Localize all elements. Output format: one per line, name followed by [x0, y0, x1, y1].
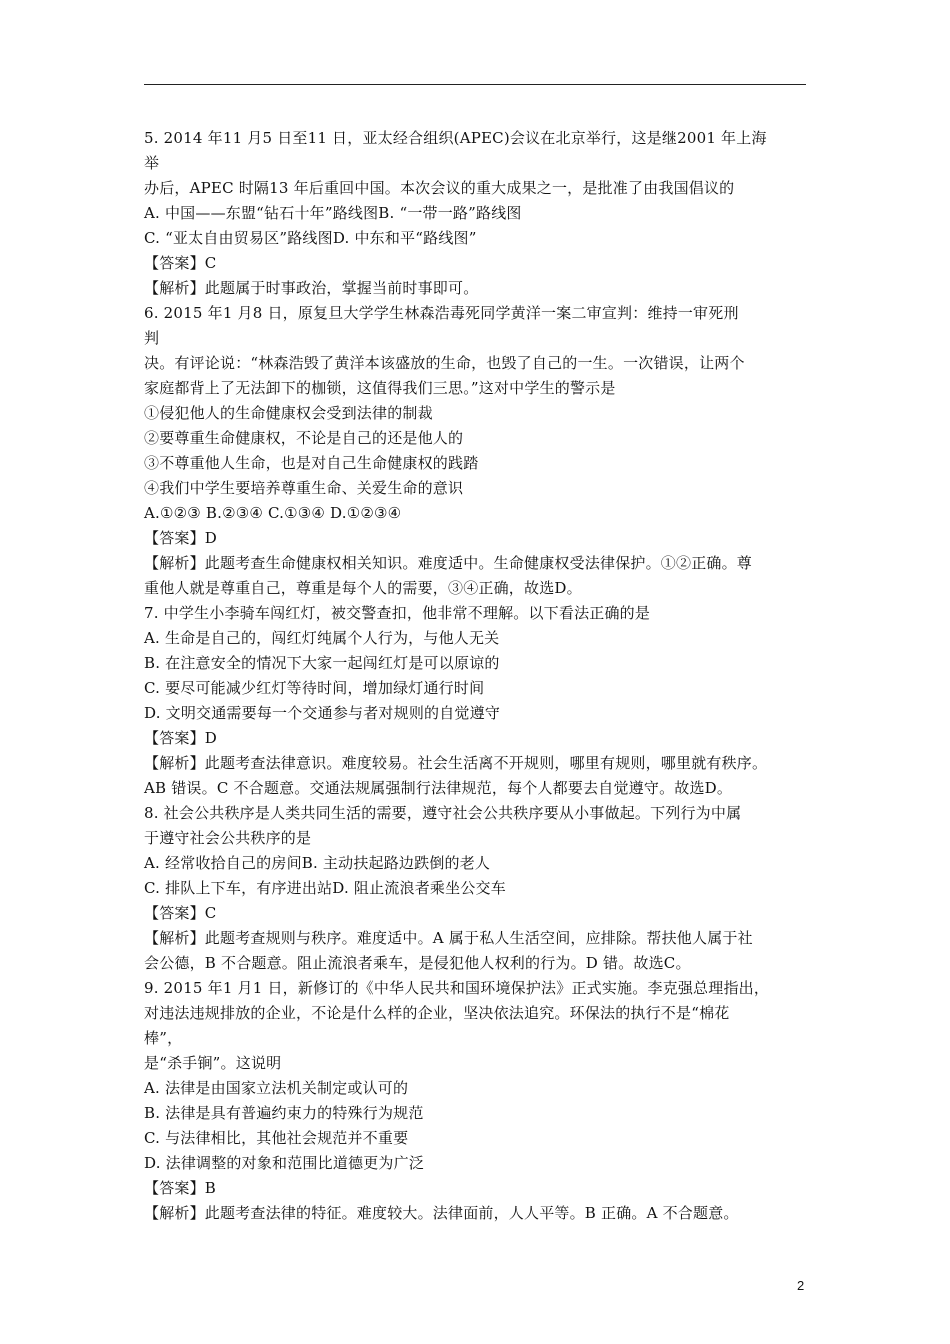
text-line: 举 [144, 154, 160, 172]
page-number: 2 [797, 1278, 805, 1293]
text-line: 判 [144, 329, 160, 347]
text-line: A.①②③ B.②③④ C.①③④ D.①②③④ [144, 504, 402, 522]
text-line: 【解析】此题考查法律意识。难度较易。社会生活离不开规则，哪里有规则，哪里就有秩序。 [144, 754, 768, 772]
text-line: C. 与法律相比，其他社会规范并不重要 [144, 1129, 409, 1147]
document-body [144, 126, 810, 1226]
text-line: 【解析】此题考查法律的特征。难度较大。法律面前，人人平等。B 正确。A 不合题意。 [144, 1204, 739, 1222]
text-line: C. “亚太自由贸易区”路线图D. 中东和平“路线图” [144, 229, 477, 247]
text-line: 对违法违规排放的企业，不论是什么样的企业，坚决依法追究。环保法的执行不是“棉花 [144, 1004, 730, 1022]
text-line: 【答案】D [144, 729, 218, 747]
text-line: B. 法律是具有普遍约束力的特殊行为规范 [144, 1104, 424, 1122]
text-line: AB 错误。C 不合题意。交通法规属强制行法律规范，每个人都要去自觉遵守。故选D。 [144, 779, 733, 797]
header-rule [144, 84, 806, 85]
text-line: ②要尊重生命健康权，不论是自己的还是他人的 [144, 429, 464, 447]
text-line: 棒”， [144, 1029, 183, 1047]
text-line: ①侵犯他人的生命健康权会受到法律的制裁 [144, 404, 433, 422]
text-line: 【解析】此题属于时事政治，掌握当前时事即可。 [144, 279, 479, 297]
text-line: 会公德，B 不合题意。阻止流浪者乘车，是侵犯他人权利的行为。D 错。故选C。 [144, 954, 691, 972]
text-line: 于遵守社会公共秩序的是 [144, 829, 312, 847]
text-line: 5. 2014 年11 月5 日至11 日，亚太经合组织(APEC)会议在北京举行，这是继2001 年上海 [144, 129, 767, 147]
text-line: ③不尊重他人生命，也是对自己生命健康权的践踏 [144, 454, 479, 472]
text-line: C. 排队上下车，有序进出站D. 阻止流浪者乘坐公交车 [144, 879, 506, 897]
text-line: B. 在注意安全的情况下大家一起闯红灯是可以原谅的 [144, 654, 500, 672]
text-line: 【解析】此题考查生命健康权相关知识。难度适中。生命健康权受法律保护。①②正确。尊 [144, 554, 753, 572]
text-line: 6. 2015 年1 月8 日，原复旦大学学生林森浩毒死同学黄洋一案二审宣判：维持一审死刑 [144, 304, 739, 322]
text-line: A. 生命是自己的，闯红灯纯属个人行为，与他人无关 [144, 629, 500, 647]
text-line: 【答案】C [144, 254, 217, 272]
text-line: D. 法律调整的对象和范围比道德更为广泛 [144, 1154, 425, 1172]
text-line: D. 文明交通需要每一个交通参与者对规则的自觉遵守 [144, 704, 501, 722]
text-line: 家庭都背上了无法卸下的枷锁，这值得我们三思。”这对中学生的警示是 [144, 379, 616, 397]
text-line: 【答案】B [144, 1179, 217, 1197]
text-line: 8. 社会公共秩序是人类共同生活的需要，遵守社会公共秩序要从小事做起。下列行为中属 [144, 804, 742, 822]
text-line: 决。有评论说：“林森浩毁了黄洋本该盛放的生命，也毁了自己的一生。一次错误，让两个 [144, 354, 745, 372]
text-line: 7. 中学生小李骑车闯红灯，被交警查扣，他非常不理解。以下看法正确的是 [144, 604, 651, 622]
text-line: 办后，APEC 时隔13 年后重回中国。本次会议的重大成果之一，是批准了由我国倡议的 [144, 179, 735, 197]
text-line: 【答案】C [144, 904, 217, 922]
text-line: A. 经常收拾自己的房间B. 主动扶起路边跌倒的老人 [144, 854, 491, 872]
text-line: A. 法律是由国家立法机关制定或认可的 [144, 1079, 409, 1097]
text-line: ④我们中学生要培养尊重生命、关爱生命的意识 [144, 479, 464, 497]
text-line: C. 要尽可能减少红灯等待时间，增加绿灯通行时间 [144, 679, 485, 697]
text-line: 是“杀手锏”。这说明 [144, 1054, 282, 1072]
text-line: 重他人就是尊重自己，尊重是每个人的需要，③④正确，故选D。 [144, 579, 582, 597]
text-line: A. 中国——东盟“钻石十年”路线图B. “一带一路”路线图 [144, 204, 522, 222]
text-line: 9. 2015 年1 月1 日，新修订的《中华人民共和国环境保护法》正式实施。李克强总理指出， [144, 979, 770, 997]
text-line: 【解析】此题考查规则与秩序。难度适中。A 属于私人生活空间，应排除。帮扶他人属于社 [144, 929, 753, 947]
text-line: 【答案】D [144, 529, 218, 547]
